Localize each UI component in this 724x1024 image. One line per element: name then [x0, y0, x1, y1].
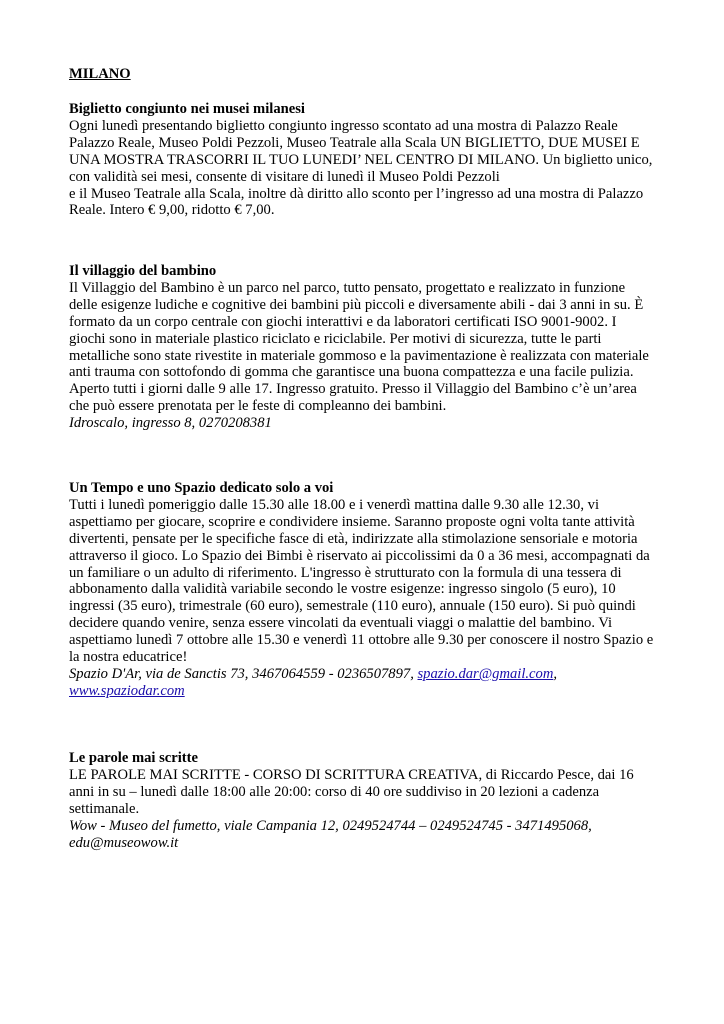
- website-link[interactable]: www.spaziodar.com: [69, 682, 185, 699]
- contact-info: Idroscalo, ingresso 8, 0270208381: [69, 415, 272, 432]
- section-parole-mai-scritte: [69, 750, 661, 851]
- paragraph-line: anti trauma con sottofondo di gomma che garantisce una buona compattezza e una facile pulizia.: [69, 364, 634, 381]
- paragraph-line: attraverso il gioco. Lo Spazio dei Bimbi è riservato ai piccolissimi da 0 a 36 mesi, accompagnati da: [69, 547, 650, 564]
- paragraph-line: abbonamento dalla validità variabile secondo le vostre esigenze: ingresso singolo (5 euro), 10: [69, 581, 616, 598]
- paragraph-line: Aperto tutti i giorni dalle 9 alle 17. Ingresso gratuito. Presso il Villaggio del Bambino c’è un’area: [69, 381, 637, 398]
- paragraph-line: aspettiamo per giocare, scoprire e condividere insieme. Saranno proposte ogni volta tante attività: [69, 513, 635, 530]
- paragraph-line: la nostra educatrice!: [69, 649, 188, 666]
- paragraph-line: decidere quando venire, senza essere vincolati da eventuali viaggi o malattie del bambino. Vi: [69, 615, 613, 632]
- section-tempo-spazio: [69, 480, 661, 700]
- paragraph-line: LE PAROLE MAI SCRITTE - CORSO DI SCRITTURA CREATIVA, di Riccardo Pesce, dai 16: [69, 766, 634, 783]
- paragraph-line: che può essere prenotata per le feste di compleanno dei bambini.: [69, 398, 447, 415]
- contact-info: [69, 666, 661, 683]
- paragraph-line: anni in su – lunedì dalle 18:00 alle 20:00: corso di 40 ore suddiviso in 20 lezioni a cadenza: [69, 783, 600, 800]
- section-villaggio-bambino: [69, 263, 661, 432]
- paragraph-line: e il Museo Teatrale alla Scala, inoltre dà diritto allo sconto per l’ingresso ad una mostra di Palazzo: [69, 185, 644, 202]
- document-page: [69, 66, 661, 851]
- section-heading: Le parole mai scritte: [69, 750, 199, 766]
- section-heading: Il villaggio del bambino: [69, 263, 217, 279]
- contact-info: Wow - Museo del fumetto, viale Campania 12, 0249524744 – 0249524745 - 3471495068,: [69, 817, 592, 834]
- paragraph-line: UNA MOSTRA TRASCORRI IL TUO LUNEDI’ NEL CENTRO DI MILANO. Un biglietto unico,: [69, 151, 653, 168]
- paragraph-line: aspettiamo lunedì 7 ottobre alle 15.30 e venerdì 11 ottobre alle 9.30 per conoscere il nostro Spazio e: [69, 632, 654, 649]
- paragraph-line: Il Villaggio del Bambino è un parco nel parco, tutto pensato, progettato e realizzato in funzione: [69, 279, 626, 296]
- paragraph-line: giochi sono in materiale plastico riciclato e riciclabile. Per motivi di sicurezza, tutte le parti: [69, 330, 602, 347]
- paragraph-line: delle esigenze ludiche e cognitive dei bambini più piccoli e diversamente abili - dai 3 anni in su. È: [69, 296, 644, 313]
- paragraph-line: settimanale.: [69, 800, 140, 817]
- email-link[interactable]: spazio.dar@gmail.com: [417, 665, 554, 682]
- paragraph-line: Reale. Intero € 9,00, ridotto € 7,00.: [69, 202, 275, 219]
- section-heading: Biglietto congiunto nei musei milanesi: [69, 101, 305, 117]
- website-line: [69, 683, 661, 700]
- paragraph-line: formato da un corpo centrale con giochi interattivi e da laboratori certificati ISO 9001-9002. I: [69, 313, 617, 330]
- page-title: MILANO: [69, 66, 131, 82]
- contact-separator: ,: [553, 665, 558, 682]
- contact-info: edu@museowow.it: [69, 834, 179, 851]
- paragraph-line: Palazzo Reale, Museo Poldi Pezzoli, Museo Teatrale alla Scala UN BIGLIETTO, DUE MUSEI E: [69, 134, 640, 151]
- paragraph-line: metalliche sono state rivestite in materiale gommoso e la pavimentazione è realizzata con materiale: [69, 347, 649, 364]
- contact-address: Spazio D'Ar, via de Sanctis 73, 3467064559 - 0236507897,: [69, 665, 418, 682]
- section-heading: Un Tempo e uno Spazio dedicato solo a voi: [69, 480, 334, 496]
- paragraph-line: un familiare o un adulto di riferimento. L'ingresso è strutturato con la formula di una tessera di: [69, 564, 622, 581]
- paragraph-line: ingressi (35 euro), trimestrale (60 euro), semestrale (110 euro), annuale (150 euro). Si può quindi: [69, 598, 636, 615]
- paragraph-line: con validità sei mesi, consente di visitare di lunedì il Museo Poldi Pezzoli: [69, 168, 500, 185]
- paragraph-line: divertenti, pensate per le specifiche fasce di età, indirizzate alla stimolazione sensoriale e motoria: [69, 530, 638, 547]
- section-biglietto-congiunto: [69, 101, 661, 219]
- paragraph-line: Ogni lunedì presentando biglietto congiunto ingresso scontato ad una mostra di Palazzo Reale: [69, 117, 618, 134]
- paragraph-line: Tutti i lunedì pomeriggio dalle 15.30 alle 18.00 e i venerdì mattina dalle 9.30 alle 12.30, vi: [69, 496, 600, 513]
